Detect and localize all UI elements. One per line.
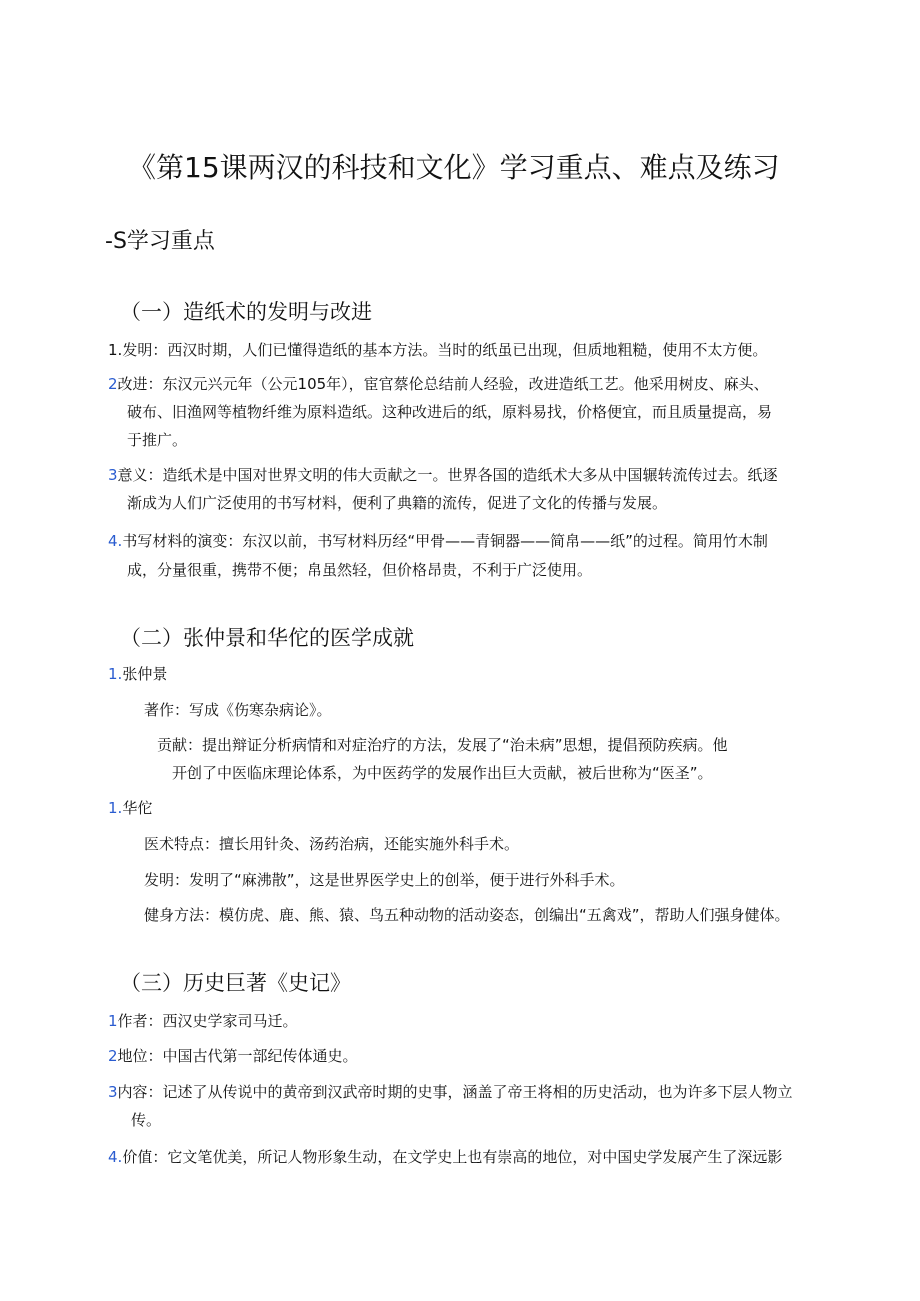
- detail-line: 贡献：提出辩证分析病情和对症治疗的方法，发展了“治未病”思想，提倡预防疾病。他: [157, 736, 728, 754]
- detail-line: 健身方法：模仿虎、鹿、熊、猿、鸟五种动物的活动姿态，创编出“五禽戏”，帮助人们强身健体。: [144, 906, 790, 924]
- detail-line: 著作：写成《伤寒杂病论》。: [144, 701, 332, 719]
- item-text-continued: 破布、旧渔网等植物纤维为原料造纸。这种改进后的纸，原料易找，价格便宜，而且质量提高，易: [127, 403, 773, 421]
- item-text-continued: 于推广。: [127, 431, 188, 449]
- item-text: 意义：造纸术是中国对世界文明的伟大贡献之一。世界各国的造纸术大多从中国辗转流传过去。纸逐: [117, 466, 778, 484]
- list-item: [108, 1049, 358, 1064]
- list-item: [108, 1014, 298, 1029]
- item-number: 1.: [108, 665, 123, 683]
- list-item: [108, 343, 767, 358]
- detail-line: 医术特点：擅长用针灸、汤药治病，还能实施外科手术。: [144, 835, 520, 853]
- item-text: 书写材料的演变：东汉以前，书写材料历经“甲骨——青铜器——简帛——纸”的过程。简用竹木制: [122, 532, 768, 550]
- item-number: 2: [108, 1047, 118, 1065]
- list-item: [108, 667, 167, 682]
- item-text: 发明：西汉时期，人们已懂得造纸的基本方法。当时的纸虽已出现，但质地粗糙，使用不太方便。: [122, 341, 768, 359]
- detail-line: 开创了中医临床理论体系，为中医药学的发展作出巨大贡献，被后世称为“医圣”。: [172, 764, 713, 782]
- item-text: 作者：西汉史学家司马迁。: [117, 1012, 298, 1030]
- item-number: 1: [108, 1012, 118, 1030]
- subsection-heading-papermaking: （一）造纸术的发明与改进: [120, 300, 372, 324]
- item-number: 4.: [108, 532, 123, 550]
- section-heading: -S学习重点: [105, 229, 215, 254]
- item-number: 1.: [108, 799, 123, 817]
- list-item: [108, 1150, 782, 1165]
- item-number: 3: [108, 466, 118, 484]
- item-text: 华佗: [122, 799, 153, 817]
- item-number: 4.: [108, 1148, 123, 1166]
- item-text-continued: 成，分量很重，携带不便；帛虽然轻，但价格昂贵，不利于广泛使用。: [127, 561, 593, 579]
- item-text-continued: 渐成为人们广泛使用的书写材料，便利了典籍的流传，促进了文化的传播与发展。: [127, 494, 668, 512]
- list-item: [108, 534, 768, 549]
- item-number: 1.: [108, 341, 123, 359]
- subsection-heading-medicine: （二）张仲景和华佗的医学成就: [120, 626, 414, 650]
- item-text: 内容：记述了从传说中的黄帝到汉武帝时期的史事，涵盖了帝王将相的历史活动，也为许多下层人物立: [117, 1083, 793, 1101]
- list-item: [108, 468, 778, 483]
- subsection-heading-shiji: （三）历史巨著《史记》: [120, 971, 351, 995]
- item-text: 张仲景: [122, 665, 168, 683]
- list-item: [108, 1085, 793, 1100]
- detail-line: 发明：发明了“麻沸散”，这是世界医学史上的创举，便于进行外科手术。: [144, 871, 625, 889]
- item-text: 改进：东汉元兴元年（公元105年），宦官蔡伦总结前人经验，改进造纸工艺。他采用树皮、麻头、: [117, 375, 769, 393]
- item-number: 3: [108, 1083, 118, 1101]
- page-title: 《第15课两汉的科技和文化》学习重点、难点及练习: [128, 151, 780, 184]
- item-text: 地位：中国古代第一部纪传体通史。: [117, 1047, 358, 1065]
- item-number: 2: [108, 375, 118, 393]
- list-item: [108, 801, 152, 816]
- item-text-continued: 传。: [131, 1111, 162, 1129]
- list-item: [108, 377, 769, 392]
- item-text: 价值：它文笔优美，所记人物形象生动，在文学史上也有崇高的地位，对中国史学发展产生了深远影: [122, 1148, 783, 1166]
